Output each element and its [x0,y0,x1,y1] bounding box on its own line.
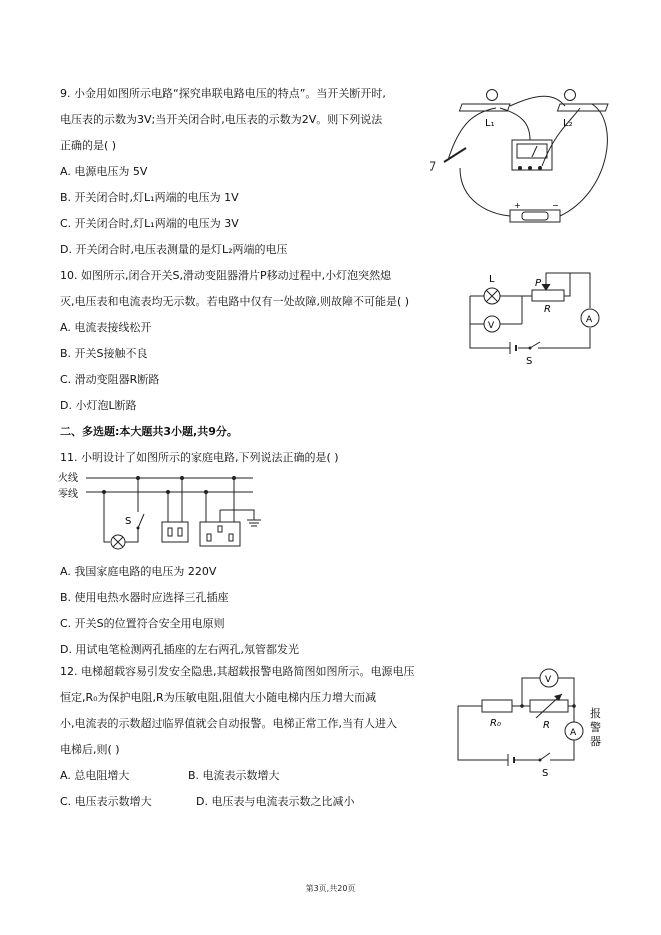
q11-option-d: D. 用试电笔检测两孔插座的左右两孔,氖管都发光 [60,643,299,656]
q10-label-s: S [526,356,533,367]
q12-line-4: 电梯后,则( ) [60,743,120,756]
q10-option-a: A. 电流表接线松开 [60,321,152,334]
q12-alarm-char-2: 警 [590,721,601,734]
q10-label-p: P [535,278,542,289]
q12-line-3: 小,电流表的示数超过临界值就会自动报警。电梯正常工作,当有人进入 [60,717,397,730]
q11-option-c: C. 开关S的位置符合安全用电原则 [60,617,225,630]
q9-option-b: B. 开关闭合时,灯L₁两端的电压为 1V [60,191,239,204]
q10-circuit-figure [460,268,610,368]
q9-line-1: 9. 小金用如图所示电路“探究串联电路电压的特点”。当开关断开时, [60,87,386,100]
q11-label-fire: 火线 [58,473,78,484]
q12-option-b: B. 电流表示数增大 [188,769,280,782]
q10-line-2: 灭,电压表和电流表均无示数。若电路中仅有一处故障,则故障不可能是( ) [60,295,410,308]
q12-alarm-char-1: 报 [590,707,601,720]
q12-label-a: A [570,728,577,738]
q10-option-d: D. 小灯泡L断路 [60,399,137,412]
q12-options-row-2 [60,794,354,810]
q10-option-c: C. 滑动变阻器R断路 [60,373,160,386]
q10-label-r: R [544,304,551,315]
q11-label-s: S [125,516,132,527]
q11-line-1: 11. 小明设计了如图所示的家庭电路,下列说法正确的是( ) [60,451,339,464]
q12-option-c: C. 电压表示数增大 [60,795,152,808]
q10-label-a: A [586,315,593,325]
q12-option-d: D. 电压表与电流表示数之比减小 [196,795,355,808]
q12-label-v: V [545,675,552,685]
q11-option-a: A. 我国家庭电路的电压为 220V [60,565,217,578]
q10-label-v: V [488,321,495,331]
svg-text:−: − [552,201,559,210]
q9-label-l2: L₂ [563,118,573,129]
q12-label-r: R [543,720,550,731]
q12-option-a: A. 总电阻增大 [60,769,130,782]
q12-circuit-figure [450,660,620,778]
q9-line-2: 电压表的示数为3V;当开关闭合时,电压表的示数为2V。则下列说法 [60,113,383,126]
q9-option-d: D. 开关闭合时,电压表测量的是灯L₂两端的电压 [60,243,288,256]
q9-line-3: 正确的是( ) [60,139,117,152]
q11-option-b: B. 使用电热水器时应选择三孔插座 [60,591,229,604]
q12-label-s: S [542,768,549,778]
svg-text:+: + [514,201,521,210]
q12-options-row-1 [60,768,280,784]
q12-alarm-char-3: 器 [590,735,601,748]
q12-label-r0: R₀ [490,718,501,729]
q10-label-l: L [489,274,495,285]
q12-line-1: 12. 电梯超载容易引发安全隐患,其超载报警电路简图如图所示。电源电压 [60,665,415,678]
page-footer: 第3页,共20页 [305,884,356,893]
q10-line-1: 10. 如图所示,闭合开关S,滑动变阻器滑片P移动过程中,小灯泡突然熄 [60,269,392,282]
q9-option-a: A. 电源电压为 5V [60,165,148,178]
q9-label-l1: L₁ [485,118,495,129]
q11-label-zero: 零线 [58,489,78,500]
section-2-header: 二、多选题:本大题共3小题,共9分。 [60,425,238,438]
q11-circuit-figure [58,470,268,555]
q12-line-2: 恒定,R₀为保护电阻,R为压敏电阻,阻值大小随电梯内压力增大而减 [60,691,377,704]
q10-option-b: B. 开关S接触不良 [60,347,148,360]
q9-circuit-figure [430,82,610,232]
q9-option-c: C. 开关闭合时,灯L₁两端的电压为 3V [60,217,239,230]
